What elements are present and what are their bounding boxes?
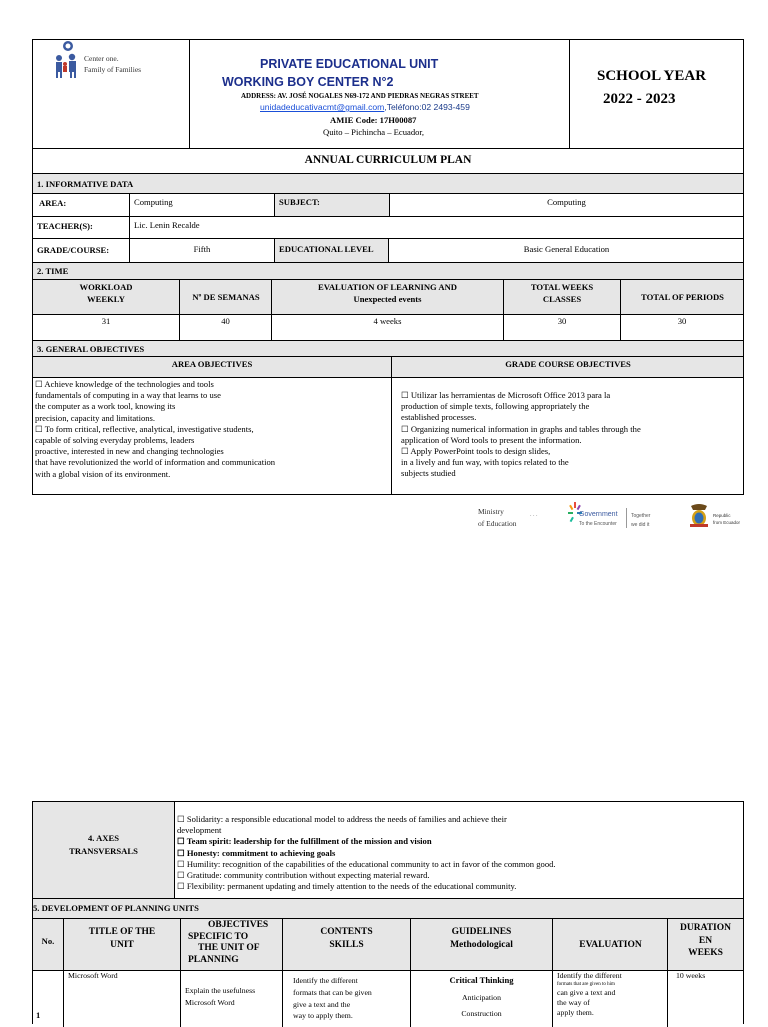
- grade-label: GRADE/COURSE:: [37, 245, 110, 255]
- h-total-weeks: TOTAL WEEKS CLASSES: [503, 280, 620, 315]
- h-evaluation: EVALUATION: [552, 919, 668, 971]
- row-teacher: [33, 216, 743, 239]
- area-objective-line: capable of solving everyday problems, leaders: [35, 435, 195, 446]
- row-grade: [33, 238, 743, 263]
- h-semanas: Nº DE SEMANAS: [179, 280, 272, 315]
- units-header-row: [33, 918, 743, 971]
- logo-text-1: Center one.: [84, 54, 119, 63]
- axes-item: ☐ Gratitude: community contribution without expecting material reward.: [177, 870, 430, 881]
- grade-objective-line: in a lively and fun way, with topics related to the: [401, 457, 569, 468]
- axes-item: ☐ Flexibility: permanent updating and timely attention to the needs of the educational community.: [177, 881, 517, 892]
- grade-objectives-list: [401, 390, 741, 480]
- h-objectives: OBJECTIVES SPECIFIC TO THE UNIT OF PLANNING: [180, 919, 282, 971]
- h-unit-title: TITLE OF THE UNIT: [63, 919, 180, 971]
- address: ADDRESS: AV. JOSÉ NOGALES N69-172 AND PIEDRAS NEGRAS STREET: [241, 92, 479, 100]
- axes-item: ☐ Solidarity: a responsible educational model to address the needs of families and achieve their: [177, 814, 507, 824]
- republic-logo: [688, 502, 748, 532]
- time-values-row: [33, 314, 743, 341]
- axes-item: ☐ Team spirit: leadership for the fulfillment of the mission and vision: [177, 836, 432, 847]
- v-periods: 30: [620, 315, 743, 341]
- row-no: 1: [36, 1010, 41, 1020]
- grade-objective-line: ☐ Organizing numerical information in graphs and tables through the: [401, 423, 641, 434]
- republic-text: Republic from Ecuador: [713, 513, 741, 525]
- objectives-body-row: [33, 377, 743, 495]
- area-label: AREA:: [39, 198, 67, 208]
- axes-item: ☐ Honesty: commitment to achieving goals: [177, 847, 336, 858]
- subject-label: SUBJECT:: [274, 194, 389, 217]
- gov-text-2: To the Encounter: [579, 521, 617, 527]
- government-logo: [568, 502, 683, 532]
- header-divider-right: [569, 39, 570, 149]
- axes-item: development: [177, 825, 222, 836]
- coat-of-arms-icon: [688, 502, 710, 530]
- area-objectives-list: [35, 379, 389, 480]
- section-objectives: 3. GENERAL OBJECTIVES: [33, 340, 743, 356]
- teacher-value: Lic. Lenin Recalde: [129, 217, 743, 239]
- level-value: Basic General Education: [523, 244, 610, 254]
- row-evaluation: Identify the different formats that are given to him can give a text and the way of apply them.: [552, 971, 667, 1027]
- h-workload: WORKLOAD WEEKLY: [79, 282, 133, 304]
- area-value: Computing: [129, 194, 274, 217]
- row-objectives: Explain the usefulness Microsoft Word: [180, 971, 282, 1027]
- axes-item: ☐ Humility: recognition of the capabilities of the educational community to act in favor of the common good.: [177, 858, 556, 869]
- h-contents: CONTENTS SKILLS: [282, 919, 410, 971]
- grade-objective-line: ☐ Apply PowerPoint tools to design slides,: [401, 446, 551, 457]
- axes-list: [177, 814, 741, 892]
- grade-objective-line: established processes.: [401, 412, 477, 423]
- row-duration: 10 weeks: [667, 971, 743, 1027]
- area-objective-line: precision, capacity and limitations.: [35, 412, 156, 423]
- school-year: 2022 - 2023: [603, 91, 676, 107]
- section-time: 2. TIME: [33, 262, 743, 279]
- grade-value: Fifth: [129, 239, 274, 263]
- axes-label-cell: [33, 802, 175, 898]
- h-guidelines: GUIDELINES Methodological: [410, 919, 552, 971]
- area-objectives-header: AREA OBJECTIVES: [171, 359, 253, 369]
- row-area: [33, 193, 743, 217]
- logo-text-2: Family of Families: [84, 65, 142, 74]
- grade-objective-line: application of Word tools to present the information.: [401, 434, 582, 445]
- ministry-logo: Ministry of Education: [478, 507, 517, 528]
- center-name: WORKING BOY CENTER N°2: [222, 75, 394, 89]
- area-objective-line: that have revolutionized the world of information and communication: [35, 457, 276, 468]
- grade-objective-line: ☐ Utilizar las herramientas de Microsoft Office 2013 para la: [401, 390, 611, 400]
- grade-objectives-header: GRADE COURSE OBJECTIVES: [391, 357, 744, 378]
- dots-separator: . . .: [530, 512, 538, 518]
- level-label: EDUCATIONAL LEVEL: [274, 239, 389, 263]
- row-title: Microsoft Word: [63, 971, 180, 1027]
- area-objective-line: with a global vision of its environment.: [35, 468, 171, 479]
- amie-code: AMIE Code: 17H00087: [330, 115, 417, 125]
- axes-table: [32, 801, 744, 1024]
- unit-title: PRIVATE EDUCATIONAL UNIT: [260, 57, 439, 71]
- h-no: No.: [41, 936, 55, 946]
- area-objective-line: ☐ Achieve knowledge of the technologies and tools: [35, 379, 214, 389]
- v-eval: 4 weeks: [271, 315, 503, 341]
- row-contents: Identify the different formats that can be given give a text and the way to apply them.: [282, 971, 410, 1027]
- area-objective-line: proactive, interested in new and changing technologies: [35, 446, 224, 457]
- grade-objective-line: production of simple texts, following appropriately the: [401, 401, 590, 412]
- v-workload: 31: [101, 316, 111, 326]
- h-periods: TOTAL OF PERIODS: [620, 280, 744, 315]
- area-objective-line: the computer as a work tool, knowing its: [35, 401, 176, 412]
- email-link[interactable]: unidadeducativacmt@gmail.com: [260, 102, 385, 112]
- grade-objective-line: subjects studied: [401, 468, 456, 479]
- curriculum-table: [32, 149, 744, 495]
- family-logo-icon: [52, 40, 80, 80]
- axes-label: 4. AXES TRANSVERSALS: [69, 833, 138, 856]
- area-objective-line: ☐ To form critical, reflective, analytical, investigative students,: [35, 423, 254, 434]
- together-text: Together we did it: [631, 513, 651, 528]
- v-total-weeks: 30: [503, 315, 620, 341]
- gov-text-1: Government: [579, 511, 618, 518]
- teacher-label: TEACHER(S):: [37, 221, 93, 231]
- phone: ,Teléfono:02 2493-459: [384, 102, 470, 112]
- school-logo: [52, 40, 192, 86]
- table-row: [33, 970, 743, 1027]
- area-objective-line: fundamentals of computing in a way that learns to use: [35, 390, 221, 401]
- time-header-row: [33, 279, 743, 315]
- city: Quito – Pichincha – Ecuador,: [323, 127, 425, 137]
- contact-line: [260, 102, 470, 112]
- gov-divider: [626, 508, 627, 528]
- section-informative: 1. INFORMATIVE DATA: [33, 173, 743, 193]
- plan-title: ANNUAL CURRICULUM PLAN: [304, 154, 472, 166]
- school-year-label: SCHOOL YEAR: [597, 68, 707, 84]
- objectives-divider: [391, 378, 393, 495]
- h-duration: DURATION EN WEEKS: [667, 919, 743, 971]
- subject-value: Computing: [389, 194, 743, 217]
- section-units: 5. DEVELOPMENT OF PLANNING UNITS: [33, 898, 743, 918]
- objectives-header-row: [33, 356, 743, 378]
- v-semanas: 40: [179, 315, 271, 341]
- row-guidelines: Critical Thinking Anticipation Construction: [410, 971, 552, 1027]
- h-eval: EVALUATION OF LEARNING AND Unexpected events: [271, 280, 503, 315]
